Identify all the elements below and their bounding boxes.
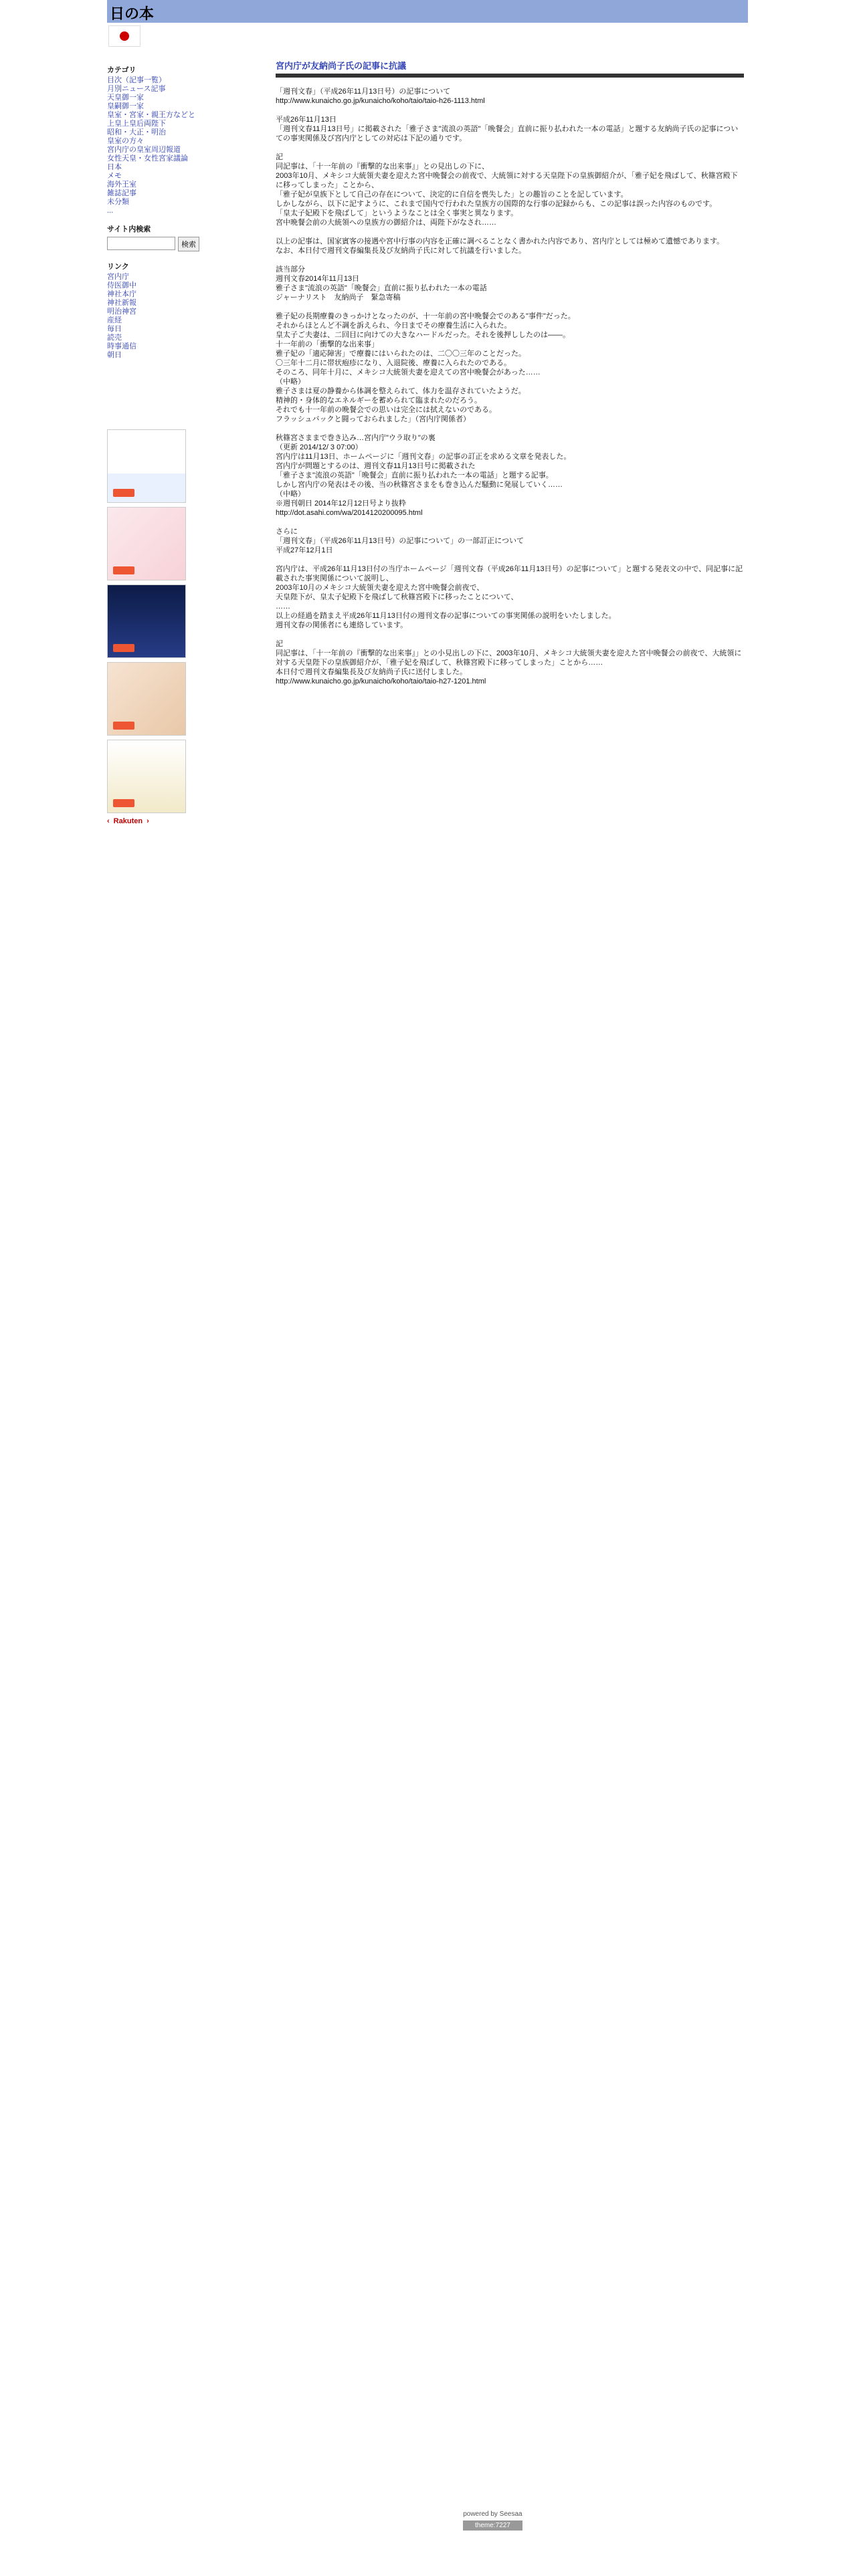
- category-item: [107, 111, 201, 120]
- sidebar-link-item: [107, 342, 201, 351]
- post-paragraph: 平成26年11月13日 「週刊文春11月13日号」に掲載された「雅子さま"流浪の英語"「晩餐会」直前に振り払われた一本の電話」と題する友納尚子氏の記事についての事実関係及び宮内庁としての対応は下記の通りです。: [276, 116, 739, 142]
- site-search: [107, 237, 201, 251]
- sidebar-link-link[interactable]: 宮内庁: [107, 273, 129, 281]
- theme-badge: theme:7227: [463, 2520, 522, 2531]
- ad-footer: [107, 817, 187, 825]
- category-link[interactable]: 女性天皇・女性宮家議論: [107, 154, 188, 163]
- sidebar-link-link[interactable]: 朝日: [107, 351, 122, 359]
- category-link[interactable]: 皇室・宮家・親王方などと: [107, 111, 195, 119]
- footer: [463, 2510, 522, 2531]
- ad-badge: [113, 644, 134, 652]
- post-title[interactable]: 宮内庁が友納尚子氏の記事に抗議: [276, 61, 407, 71]
- post-paragraph: 以上の記事は、国家賓客の接遇や宮中行事の内容を正確に調べることなく書かれた内容であり、宮内庁としては極めて遺憾であります。 なお、本日付で週刊文春編集長及び友納尚子氏に対して抗議を行いました。: [276, 237, 725, 255]
- ad-banner[interactable]: [107, 429, 186, 503]
- ad-badge: [113, 799, 134, 807]
- sidebar-link-link[interactable]: 神社本庁: [107, 290, 136, 298]
- sidebar-link-item: [107, 273, 201, 282]
- sidebar-link-link[interactable]: 読売: [107, 334, 122, 342]
- category-link[interactable]: 海外王室: [107, 181, 136, 189]
- category-link[interactable]: 雑誌記事: [107, 189, 136, 197]
- sidebar-link-link[interactable]: 明治神宮: [107, 308, 136, 316]
- page: [107, 0, 748, 2576]
- sidebar-link-item: [107, 334, 201, 342]
- category-link[interactable]: 宮内庁の皇室周辺報道: [107, 146, 181, 154]
- post-paragraph: 「週刊文春」（平成26年11月13日号）の記事について http://www.kunaicho.go.jp/kunaicho/koho/taio/taio-h26-1113.html: [276, 88, 485, 105]
- next-icon[interactable]: ›: [147, 817, 149, 825]
- post-paragraph: さらに 「週刊文春」（平成26年11月13日号）の記事について」の一部訂正について 平成27年12月1日: [276, 528, 524, 554]
- search-button[interactable]: 検索: [178, 237, 199, 251]
- category-link[interactable]: 天皇御一家: [107, 94, 144, 102]
- category-item: [107, 163, 201, 172]
- category-item: [107, 154, 201, 163]
- sidebar-link-item: [107, 282, 201, 290]
- post-paragraph: 秋篠宮さままで巻き込み…宮内庁"ウラ取り"の裏 （更新 2014/12/ 3 07:00） 宮内庁は11月13日、ホームページに「週刊文春」の記事の訂正を求める文章を発表した。 宮内庁が問題とするのは、週刊文春11月13日号に掲載された 「雅子さま"流浪の英語"「晩餐会」直前に振り払われた一本の電話」と題する記事。 しかし宮内庁の発表はその後、当の秋篠宮さまをも巻き込んだ騒動に発展していく…… （中略） ※週刊朝日 2014年12月12日号より抜粋 http://dot.asahi.com/wa/2014120200095.html: [276, 434, 571, 517]
- search-heading: サイト内検索: [107, 225, 151, 233]
- powered-by[interactable]: powered by Seesaa: [463, 2510, 522, 2518]
- category-list: [107, 76, 201, 215]
- sidebar-link-item: [107, 351, 201, 360]
- japan-flag-icon: [108, 25, 140, 47]
- post-paragraph: 記 同記事は、「十一年前の『衝撃的な出来事』」との見出しの下に、 2003年10月、メキシコ大統領夫妻を迎えた宮中晩餐会の前夜で、大統領に対する天皇陛下の皇族御紹介が、「雅子妃を飛ばして、秋篠宮殿下に移ってしまった」ことから、 「雅子妃が皇族下として自己の存在について、決定的に自信を喪失した」との趣旨のことを記しています。 しかしながら、以下に記すように、これまで国内で行われた皇族方の国際的な行事の記録からも、この記事は誤った内容のものです。 「皇太子妃殿下を飛ばして」というようなことは全く事実と異なります。 宮中晩餐会前の大統領への皇族方の御紹介は、両陛下がなされ……: [276, 153, 738, 227]
- category-item: [107, 189, 201, 198]
- post-paragraph: 記 同記事は、「十一年前の『衝撃的な出来事』」との小見出しの下に、2003年10月、メキシコ大統領夫妻を迎えた宮中晩餐会の前夜で、大統領に対する天皇陛下の皇族御紹介が、「雅子妃を飛ばして、秋篠宮殿下に移ってしまった」ことから…… 本日付で週刊文春編集長及び友納尚子氏に送付しました。 http://www.kunaicho.go.jp/kunaicho/koho/taio/taio-h27-1201.html: [276, 640, 742, 685]
- ad-banner[interactable]: [107, 740, 186, 813]
- sidebar-link-link[interactable]: 毎日: [107, 325, 122, 333]
- category-link[interactable]: 皇室の方々: [107, 137, 144, 145]
- main-content: [276, 62, 744, 695]
- flag-sun: [120, 31, 129, 41]
- rakuten-logo[interactable]: Rakuten: [113, 817, 143, 825]
- category-item: [107, 207, 201, 215]
- category-link[interactable]: ...: [107, 207, 114, 215]
- header: [107, 0, 748, 23]
- category-link[interactable]: 未分類: [107, 198, 129, 206]
- title-divider: [276, 74, 744, 78]
- ad-badge: [113, 489, 134, 497]
- sidebar-link-link[interactable]: 産経: [107, 316, 122, 324]
- category-link[interactable]: 日本: [107, 163, 122, 171]
- category-link[interactable]: 皇嗣御一家: [107, 102, 144, 110]
- prev-icon[interactable]: ‹: [107, 817, 110, 825]
- ad-badge: [113, 722, 134, 730]
- sidebar-link-item: [107, 290, 201, 299]
- links-heading: リンク: [107, 263, 129, 271]
- post-body: [276, 87, 744, 686]
- sidebar-link-item: [107, 308, 201, 316]
- category-item: [107, 120, 201, 128]
- category-link[interactable]: 目次（記事一覧）: [107, 76, 166, 84]
- category-link[interactable]: メモ: [107, 172, 122, 180]
- ad-banner[interactable]: [107, 662, 186, 736]
- category-item: [107, 85, 201, 94]
- post-paragraph: 雅子妃の長期療養のきっかけとなったのが、十一年前の宮中晩餐会でのある"事件"だった。 それからほとんど不調を訴えられ、今日までその療養生活に入られた。 皇太子ご夫妻は、二回目に向けての大きなハードルだった。それを後押ししたのは——。 十一年前の「衝撃的な出来事」 雅子妃の「適応障害」で療養にはいられたのは、二〇〇三年のことだった。 〇三年十二月に帯状疱疹になり、入退院後、療養に入られたのである。 そのころ、同年十月に、メキシコ大統領夫妻を迎えての宮中晩餐会があった…… （中略） 雅子さまは夏の静養から体調を整えられて、体力を温存されていたようだ。 精神的・身体的なエネルギーを蓄められて臨まれたのだろう。 それでも十一年前の晩餐会での思いは完全には拭えないのである。 フラッシュバックと闘っておられました」（宮内庁関係者）: [276, 312, 575, 423]
- category-item: [107, 181, 201, 189]
- post-paragraph: 該当部分 週刊文春2014年11月13日 雅子さま"流浪の英語"「晩餐会」直前に振り払われた一本の電話 ジャーナリスト 友納尚子 緊急寄稿: [276, 265, 487, 302]
- category-link[interactable]: 昭和・大正・明治: [107, 128, 166, 136]
- ad-column: [107, 429, 187, 825]
- search-input[interactable]: [107, 237, 175, 250]
- sidebar-link-link[interactable]: 時事通信: [107, 342, 136, 350]
- sidebar: [107, 64, 201, 360]
- category-item: [107, 172, 201, 181]
- post-paragraph: 宮内庁は、平成26年11月13日付の当庁ホームページ「週刊文春（平成26年11月13日号）の記事について」と題する発表文の中で、同記事に記載された事実関係について説明し、 2003年10月のメキシコ大統領夫妻を迎えた宮中晩餐会前夜で、 天皇陛下が、皇太子妃殿下を飛ばして秋篠宮殿下に移ったことについて、 …… 以上の経過を踏まえ平成26年11月13日付の週刊文春の記事についての事実関係の説明をいたしました。 週刊文春の関係者にも連絡しています。: [276, 565, 743, 629]
- sidebar-link-item: [107, 325, 201, 334]
- category-link[interactable]: 上皇上皇后両陛下: [107, 120, 166, 128]
- sidebar-link-item: [107, 316, 201, 325]
- ad-banner[interactable]: [107, 507, 186, 580]
- ad-badge: [113, 566, 134, 574]
- category-item: [107, 137, 201, 146]
- sidebar-link-item: [107, 299, 201, 308]
- category-item: [107, 102, 201, 111]
- category-item: [107, 128, 201, 137]
- category-item: [107, 146, 201, 154]
- category-item: [107, 76, 201, 85]
- sidebar-link-link[interactable]: 侍医御中: [107, 282, 136, 290]
- sidebar-link-link[interactable]: 神社新報: [107, 299, 136, 307]
- site-title[interactable]: 日の本: [110, 5, 155, 22]
- ad-banner[interactable]: [107, 584, 186, 658]
- category-item: [107, 198, 201, 207]
- category-heading: カテゴリ: [107, 66, 136, 74]
- links-list: [107, 273, 201, 360]
- category-link[interactable]: 月別ニュース記事: [107, 85, 166, 93]
- category-item: [107, 94, 201, 102]
